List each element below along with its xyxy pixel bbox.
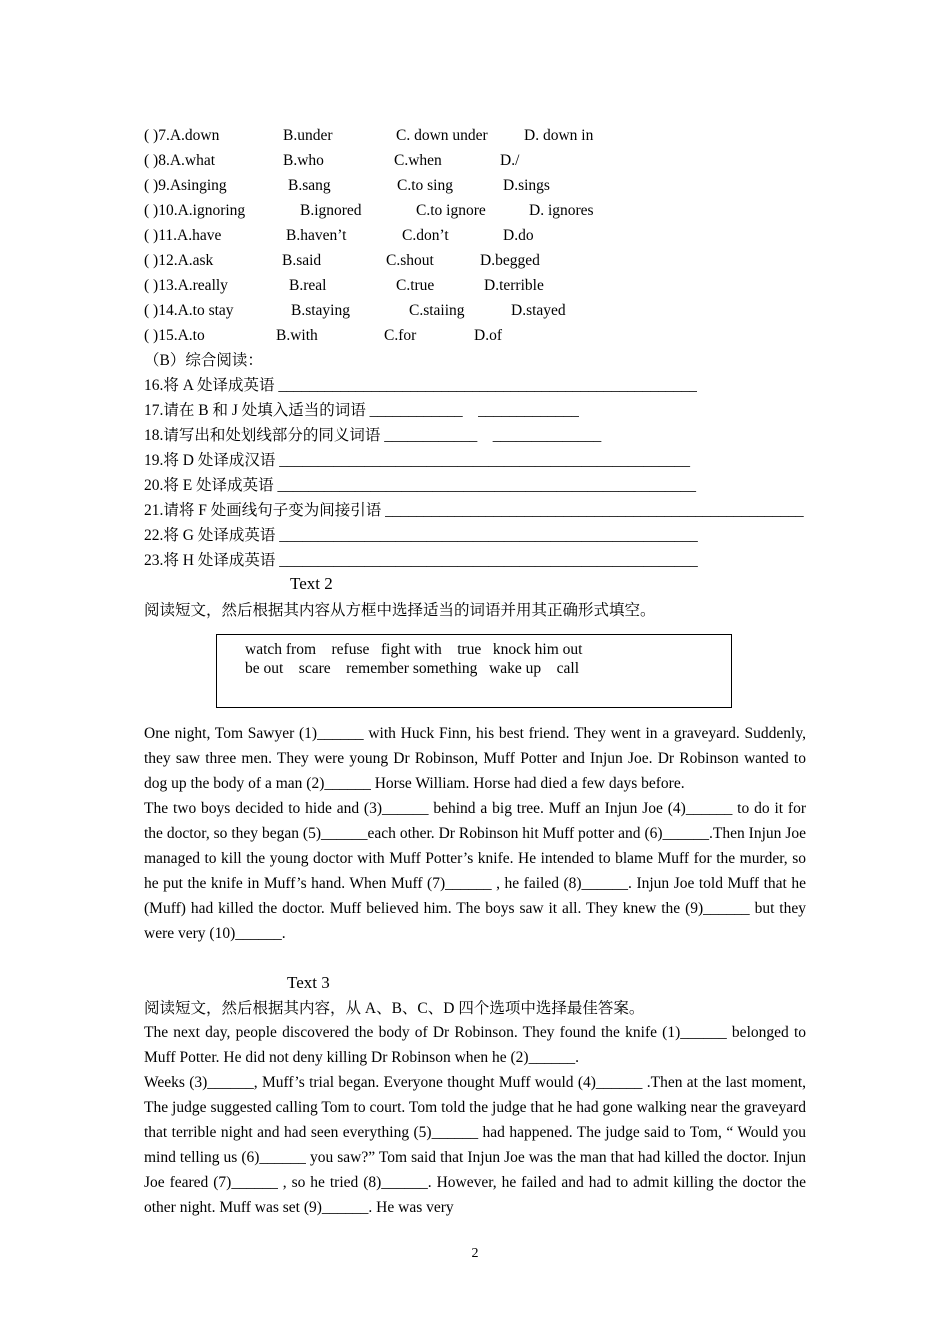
mc-option-b: B.said [282,252,322,269]
text2-paragraph-1: One night, Tom Sawyer (1)______ with Huck Finn, his best friend. They went in a graveyard. Suddenly, they saw three men. They were young Dr Robinson, Muff Potter and Injun Joe. Dr Robinson wanted to dog up the body of a man (2)______ Horse William. Horse had died a few days before. [144,725,806,792]
text3-title: Text 3 [287,973,330,992]
mc-option-a: ( )11.A.have [144,227,222,244]
mc-option-c: C.true [396,277,435,294]
text2-title: Text 2 [290,574,333,593]
question-22: 22.将 G 处译成英语 ______________________________________________________ [144,527,698,544]
mc-option-d: D. ignores [529,202,594,219]
mc-item-row [0,252,700,274]
mc-item-row [0,202,700,224]
mc-option-b: B.sang [288,177,331,194]
mc-option-d: D.sings [503,177,550,194]
text2-instruction: 阅读短文，然后根据其内容从方框中选择适当的词语并用其正确形式填空。 [144,602,656,619]
mc-option-a: ( )14.A.to stay [144,302,234,319]
mc-item-row [0,177,700,199]
mc-option-b: B.who [283,152,324,169]
text3-paragraph-2: Weeks (3)______, Muff’s trial began. Everyone thought Muff would (4)______ .Then at the last moment, The judge suggested calling Tom to court. Tom told the judge that he had gone walking near the graveyard that terrible night and had seen everything (5)______ had happened. The judge said to Tom, “ Would you mind telling us (6)______ you saw?” Tom said that Injun Joe was the man that had killed the doctor. Injun Joe feared (7)______ , so he tried (8)______. However, he failed and had to admit killing the doctor the other night. Muff was set (9)______. He was very [144,1074,806,1216]
mc-option-a: ( )9.Asinging [144,177,227,194]
mc-option-b: B.staying [291,302,350,319]
mc-option-c: C.for [384,327,417,344]
mc-item-row [0,302,700,324]
word-box-line-1: watch from refuse fight with true knock him out [245,641,583,658]
question-16: 16.将 A 处译成英语 ______________________________________________________ [144,377,697,394]
mc-option-c: C.shout [386,252,434,269]
text3-instruction: 阅读短文，然后根据其内容，从 A、B、C、D 四个选项中选择最佳答案。 [144,1000,645,1017]
mc-option-a: ( )13.A.really [144,277,228,294]
mc-option-a: ( )15.A.to [144,327,205,344]
mc-option-a: ( )12.A.ask [144,252,214,269]
mc-option-c: C.staiing [409,302,465,319]
mc-item-row [0,327,700,349]
mc-option-a: ( )7.A.down [144,127,220,144]
text2-paragraph-2: The two boys decided to hide and (3)______ behind a big tree. Muff an Injun Joe (4)______ to do it for the doctor, so they began (5)______each other. Dr Robinson hit Muff potter and (6)______.Then Injun Joe managed to kill the young doctor with Muff Potter’s knife. He intended to blame Muff for the murder, so he put the knife in Muff’s hand. When Muff (7)______ , he failed (8)______. Injun Joe told Muff that he (Muff) had killed the doctor. Muff believed him. The boys saw it all. They knew the (9)______ but they were very (10)______. [144,800,806,942]
mc-option-a: ( )10.A.ignoring [144,202,246,219]
page-number: 2 [471,1246,479,1261]
text3-passage [144,1020,806,1220]
mc-item-row [0,127,700,149]
mc-option-c: C.don’t [402,227,449,244]
mc-option-a: ( )8.A.what [144,152,216,169]
question-20: 20.将 E 处译成英语 ______________________________________________________ [144,477,696,494]
mc-option-d: D.do [503,227,534,244]
question-19: 19.将 D 处译成汉语 _____________________________________________________ [144,452,690,469]
question-21: 21.请将 F 处画线句子变为间接引语 ______________________________________________________ [144,502,804,519]
question-23: 23.将 H 处译成英语 ______________________________________________________ [144,552,698,569]
question-18: 18.请写出和处划线部分的同义词语 ____________ ______________ [144,427,602,444]
mc-item-row [0,227,700,249]
mc-option-c: C.to ignore [416,202,486,219]
mc-option-d: D./ [500,152,520,169]
section-b-title: （B）综合阅读： [144,352,263,369]
text3-paragraph-1: The next day, people discovered the body of Dr Robinson. They found the knife (1)______ belonged to Muff Potter. He did not deny killing Dr Robinson when he (2)______. [144,1024,806,1066]
mc-item-row [0,277,700,299]
mc-option-d: D.begged [480,252,540,269]
question-17: 17.请在 B 和 J 处填入适当的词语 ____________ _____________ [144,402,579,419]
mc-option-b: B.ignored [300,202,362,219]
mc-option-b: B.with [276,327,318,344]
mc-option-c: C.to sing [397,177,453,194]
mc-option-c: C.when [394,152,442,169]
mc-option-d: D. down in [524,127,594,144]
mc-option-d: D.terrible [484,277,544,294]
mc-option-d: D.stayed [511,302,566,319]
word-box [216,634,732,708]
mc-option-b: B.under [283,127,333,144]
mc-option-d: D.of [474,327,502,344]
word-box-line-2: be out scare remember something wake up call [245,660,579,677]
mc-option-b: B.haven’t [286,227,347,244]
mc-option-b: B.real [289,277,327,294]
text2-passage [144,721,806,946]
mc-option-c: C. down under [396,127,488,144]
mc-item-row [0,152,700,174]
